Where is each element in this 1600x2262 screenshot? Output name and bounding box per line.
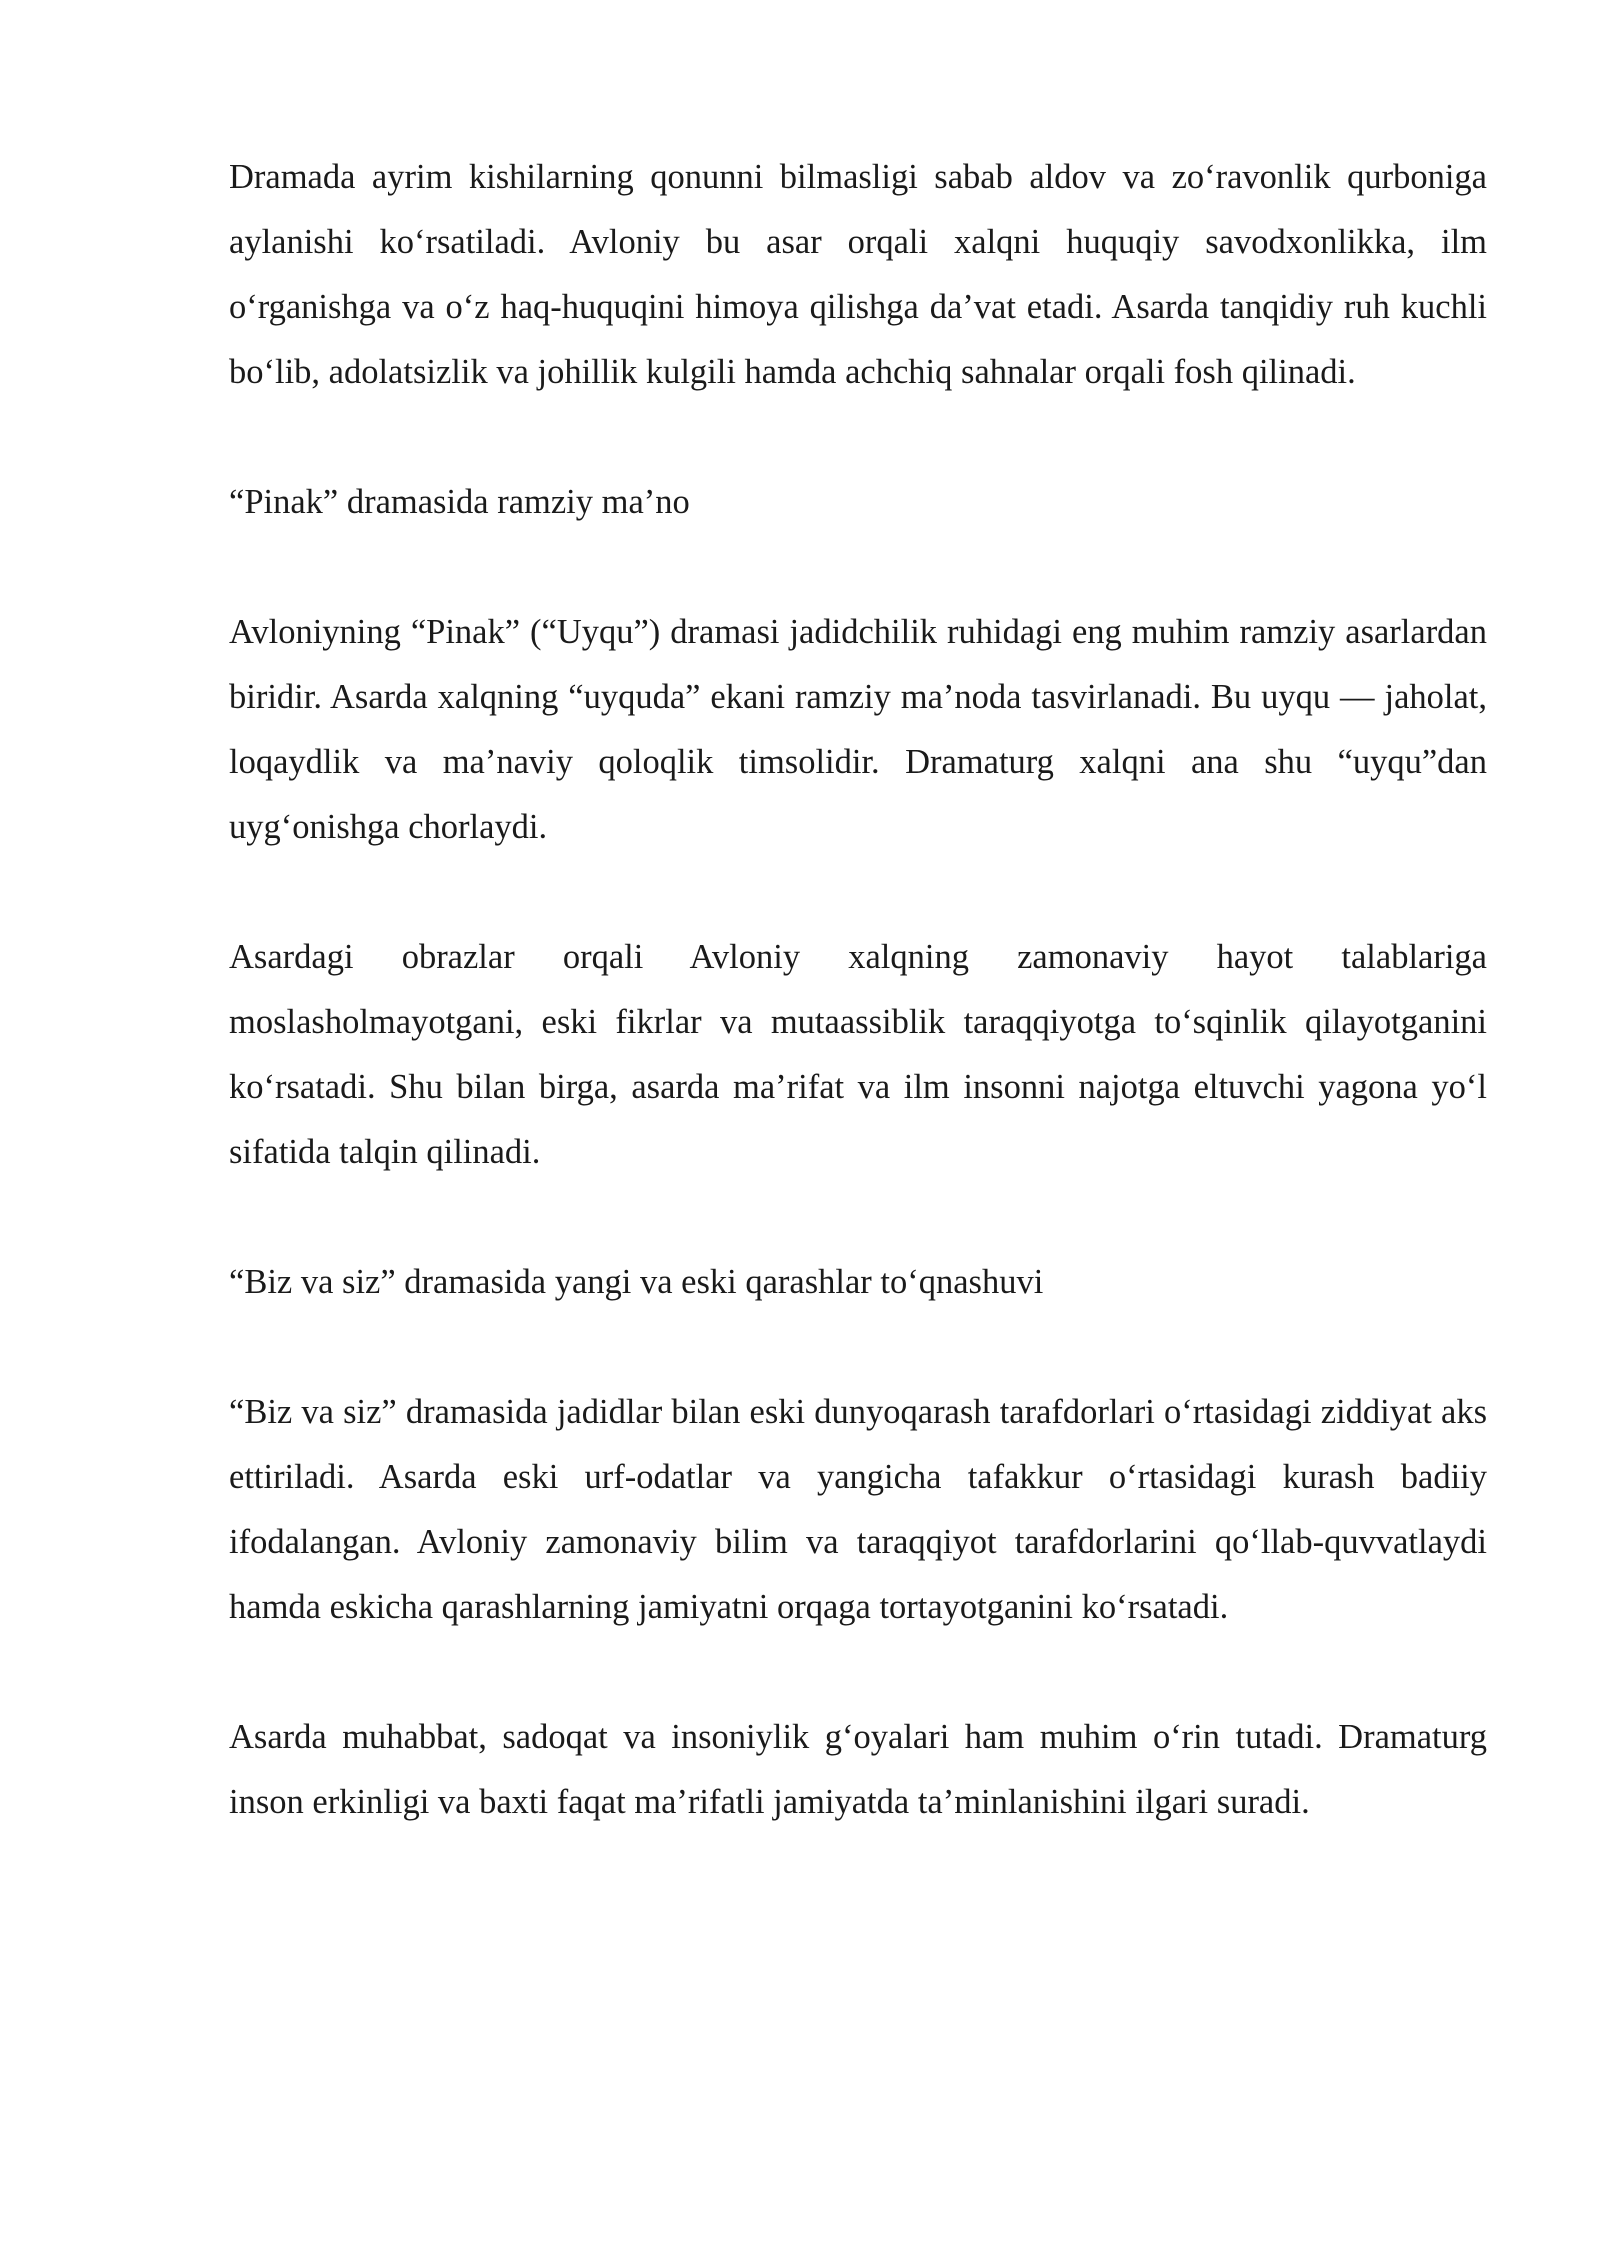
document-body: [229, 145, 1487, 1835]
paragraph-1: Dramada ayrim kishilarning qonunni bilmasligi sabab aldov va zo‘ravonlik qurboniga aylanishi ko‘rsatiladi. Avloniy bu asar orqali xalqni huquqiy savodxonlikka, ilm o‘rganishga va o‘z haq-huquqini himoya qilishga da’vat etadi. Asarda tanqidiy ruh kuchli bo‘lib, adolatsizlik va johillik kulgili hamda achchiq sahnalar orqali fosh qilinadi.: [229, 158, 1487, 391]
section-heading-pinak: “Pinak” dramasida ramziy ma’no: [229, 483, 690, 521]
paragraph-5: Asarda muhabbat, sadoqat va insoniylik g‘oyalari ham muhim o‘rin tutadi. Dramaturg inson erkinligi va baxti faqat ma’rifatli jamiyatda ta’minlanishini ilgari suradi.: [229, 1718, 1487, 1821]
paragraph-4: “Biz va siz” dramasida jadidlar bilan eski dunyoqarash tarafdorlari o‘rtasidagi ziddiyat aks ettiriladi. Asarda eski urf-odatlar va yangicha tafakkur o‘rtasidagi kurash badiiy ifodalangan. Avloniy zamonaviy bilim va taraqqiyot tarafdorlarini qo‘llab-quvvatlaydi hamda eskicha qarashlarning jamiyatni orqaga tortayotganini ko‘rsatadi.: [229, 1393, 1487, 1626]
section-heading-biz-va-siz: “Biz va siz” dramasida yangi va eski qarashlar to‘qnashuvi: [229, 1263, 1044, 1301]
paragraph-2: Avloniyning “Pinak” (“Uyqu”) dramasi jadidchilik ruhidagi eng muhim ramziy asarlardan biridir. Asarda xalqning “uyquda” ekani ramziy ma’noda tasvirlanadi. Bu uyqu — jaholat, loqaydlik va ma’naviy qoloqlik timsolidir. Dramaturg xalqni ana shu “uyqu”dan uyg‘onishga chorlaydi.: [229, 613, 1487, 846]
paragraph-3: Asardagi obrazlar orqali Avloniy xalqning zamonaviy hayot talablariga moslasholmayotgani, eski fikrlar va mutaassiblik taraqqiyotga to‘sqinlik qilayotganini ko‘rsatadi. Shu bilan birga, asarda ma’rifat va ilm insonni najotga eltuvchi yagona yo‘l sifatida talqin qilinadi.: [229, 938, 1487, 1171]
